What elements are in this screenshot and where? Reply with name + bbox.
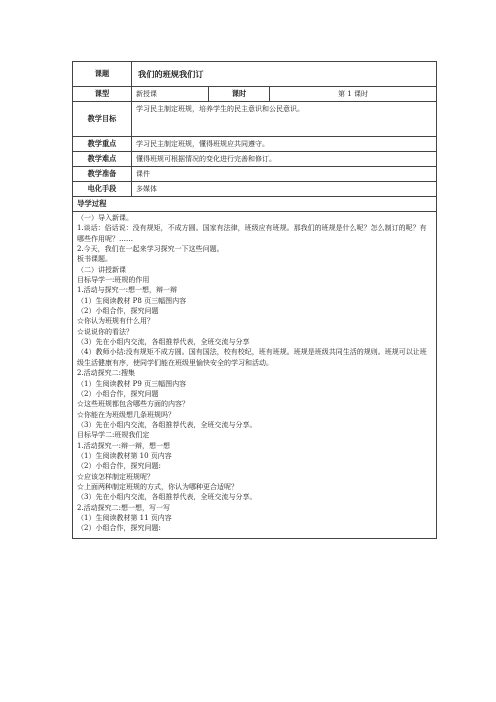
process-line: 目标导学一:班规的作用 — [77, 276, 150, 285]
process-line: （1）生阅读教材 P8 页三幅图内容 — [77, 296, 187, 305]
process-line: （2）小组合作，探究问题 — [77, 307, 159, 316]
process-body — [73, 212, 436, 538]
difficulty-row — [73, 152, 436, 167]
process-line: （2）小组合作，探究问题: — [77, 462, 161, 471]
process-line: ☆这些班规都包含哪些方面的内容？ — [77, 400, 189, 409]
hours-label: 课时 — [208, 87, 270, 101]
lesson-plan-table — [72, 61, 437, 539]
title-label: 课题 — [73, 62, 132, 86]
process-line: （3）先在小组内交流，各组推荐代表，全班交流与分享 — [77, 338, 250, 347]
process-line: ☆上面两种制定班规的方式，你认为哪种更合适呢？ — [77, 482, 238, 491]
type-label: 课型 — [73, 87, 132, 101]
process-line: （2）小组合作，探究问题 — [77, 389, 159, 398]
prep-label: 教学准备 — [73, 167, 132, 181]
type-row — [73, 87, 436, 102]
process-line: ☆你认为班规有什么用？ — [77, 317, 154, 326]
process-line: （3）先在小组内交流，各组推荐代表，全班交流与分享。 — [77, 420, 257, 429]
process-line: 目标导学二:班规我们定 — [77, 431, 150, 440]
process-heading: 导学过程 — [73, 197, 436, 212]
prep-value: 课件 — [136, 170, 150, 178]
process-line: ☆说说你的看法？ — [77, 327, 133, 336]
process-line: 2.活动探究二:想一想，写一写 — [77, 503, 171, 512]
process-line: 2.今天，我们在一起来学习探究一下这些问题。 — [77, 245, 224, 254]
difficulty-value: 懂得班规可根据情况的变化进行完善和修订。 — [136, 155, 276, 163]
prep-row — [73, 167, 436, 182]
type-value: 新授课 — [136, 90, 157, 98]
process-line: （1）生阅读教材 P9 页三幅图内容 — [77, 379, 187, 388]
difficulty-label: 教学难点 — [73, 152, 132, 166]
title-row — [73, 62, 436, 87]
process-line: （1）生阅读教材第 11 页内容 — [77, 513, 172, 522]
media-row — [73, 182, 436, 197]
process-line: （2）小组合作，探究问题: — [77, 524, 161, 533]
media-value: 多媒体 — [136, 185, 157, 193]
process-line: 1.谈话：俗话说：没有规矩，不成方圆。国家有法律，班级应有班规。那我们的班规是什么呢？怎么制订的呢？有哪些作用呢？…… — [77, 224, 427, 243]
process-line: 2.活动探究二:搜集 — [77, 369, 136, 378]
process-line: （一）导入新课。 — [77, 214, 133, 222]
process-line: （1）生阅读教材第 10 页内容 — [77, 451, 172, 460]
process-line: （3）先在小组内交流，各组推荐代表，全班交流与分享。 — [77, 493, 257, 502]
key-label: 教学重点 — [73, 137, 132, 151]
process-line: ☆应该怎样制定班规呢？ — [77, 472, 154, 481]
goal-value: 学习民主制定班规，培养学生的民主意识和公民意识。 — [136, 105, 304, 113]
goal-row — [73, 102, 436, 137]
process-line: ☆你能在为班级想几条班规吗？ — [77, 410, 175, 419]
process-line: （4）教师小结:没有规矩不成方圆。国有国法，校有校纪，班有班规。班规是班级共同生活的规则。班规可以让班级生活健康有序，使同学们能在班级里愉快安全的学习和活动。 — [77, 348, 427, 367]
goal-label: 教学目标 — [73, 102, 132, 136]
key-row — [73, 137, 436, 152]
process-line: （二）讲授新课 — [77, 265, 126, 274]
process-line: 1.活动与探究一:想一想，辩一辩 — [77, 286, 178, 295]
media-label: 电化手段 — [73, 182, 132, 196]
lesson-title: 我们的班规我们订 — [138, 69, 204, 79]
process-line: 1.活动探究一:辩一辩，想一想 — [77, 441, 171, 450]
hours-value: 第 1 课时 — [338, 90, 368, 98]
process-line: 板书课题。 — [77, 255, 112, 264]
key-value: 学习民主制定班规，懂得班规应共同遵守。 — [136, 140, 269, 148]
